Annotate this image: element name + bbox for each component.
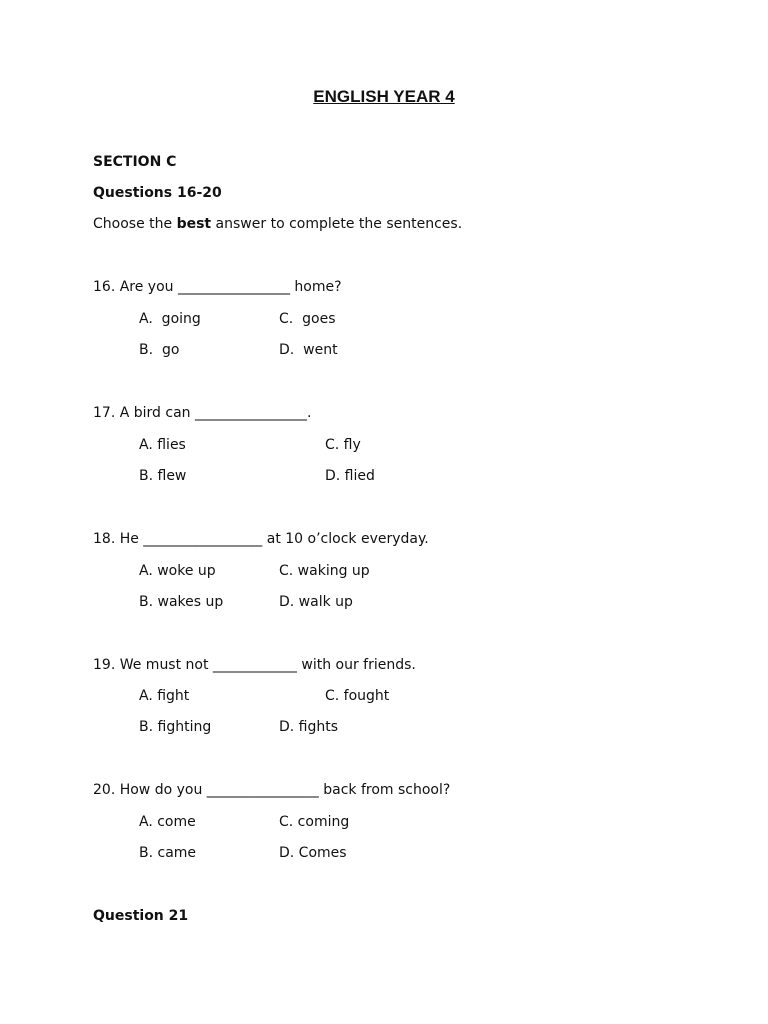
q19-option-c: C. fought (325, 688, 390, 704)
q20-option-c: C. coming (279, 814, 350, 830)
q19-option-a: A. fight (139, 688, 190, 704)
q17-option-a: A. flies (139, 437, 186, 453)
q20-option-d: D. Comes (279, 845, 347, 861)
q17-option-b: B. flew (139, 468, 187, 484)
instruction-text (93, 215, 462, 233)
document-title: ENGLISH YEAR 4 (313, 87, 455, 106)
question-16: 16. Are you ________________ home? (93, 279, 342, 295)
q16-option-d: D. went (279, 342, 338, 358)
instruction-bold: best (176, 216, 212, 232)
question-20: 20. How do you ________________ back from school? (93, 782, 451, 798)
questions-heading: Questions 16-20 (93, 185, 222, 201)
question-19: 19. We must not ____________ with our friends. (93, 657, 416, 673)
q16-option-c: C. goes (279, 311, 336, 327)
question-18: 18. He _________________ at 10 o’clock everyday. (93, 531, 429, 547)
q20-option-a: A. come (139, 814, 196, 830)
q16-option-b: B. go (139, 342, 180, 358)
instruction-before: Choose the (93, 216, 177, 232)
question-17: 17. A bird can ________________. (93, 405, 312, 421)
q18-option-c: C. waking up (279, 563, 370, 579)
q18-option-a: A. woke up (139, 563, 216, 579)
q17-option-d: D. flied (325, 468, 375, 484)
q17-option-c: C. fly (325, 437, 361, 453)
q18-option-d: D. walk up (279, 594, 353, 610)
q19-option-b: B. fighting (139, 719, 212, 735)
q18-option-b: B. wakes up (139, 594, 224, 610)
section-heading: SECTION C (93, 154, 177, 170)
q20-option-b: B. came (139, 845, 197, 861)
q19-option-d: D. fights (279, 719, 339, 735)
question-21-heading: Question 21 (93, 908, 189, 924)
instruction-after: answer to complete the sentences. (211, 216, 463, 232)
q16-option-a: A. going (139, 311, 201, 327)
